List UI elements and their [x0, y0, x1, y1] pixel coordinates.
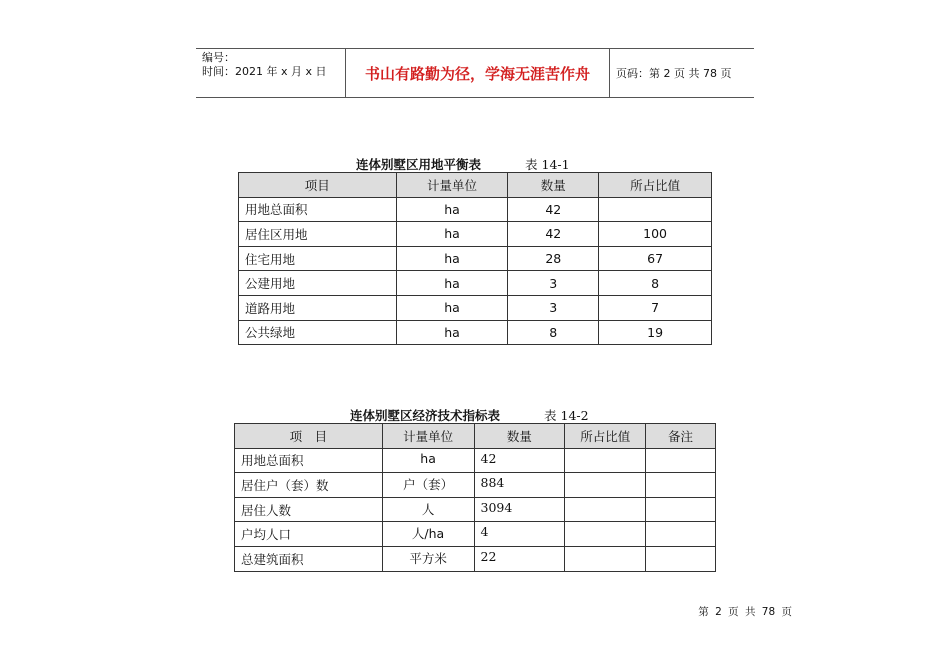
unit-cell: 人: [382, 497, 474, 522]
quantity-cell: 884: [474, 473, 565, 498]
quantity-cell: 42: [508, 197, 599, 222]
remark-cell: [646, 522, 716, 547]
ratio-cell: 7: [599, 295, 712, 320]
column-header: 备注: [646, 424, 716, 449]
table-row: [239, 222, 712, 247]
quantity-cell: 8: [508, 320, 599, 345]
column-header: 项 目: [235, 424, 383, 449]
unit-cell: 人/ha: [382, 522, 474, 547]
unit-cell: ha: [396, 246, 508, 271]
header-motto: 书山有路勤为径，学海无涯苦作舟: [346, 49, 610, 97]
header-page-label: 页码：第 2 页 共 78 页: [616, 67, 732, 80]
ratio-cell: 67: [599, 246, 712, 271]
table-row: [239, 197, 712, 222]
column-header: 所占比值: [565, 424, 646, 449]
item-cell: 住宅用地: [239, 246, 397, 271]
unit-cell: ha: [396, 197, 508, 222]
table-row: [235, 497, 716, 522]
table2-title: 连体别墅区经济技术指标表: [350, 408, 501, 423]
ratio-cell: 19: [599, 320, 712, 345]
column-header: 所占比值: [599, 173, 712, 198]
economic-indicator-table: [234, 423, 716, 572]
unit-cell: 户（套）: [382, 473, 474, 498]
quantity-cell: 42: [474, 448, 565, 473]
table1-title: 连体别墅区用地平衡表: [356, 157, 482, 172]
table2-number: 表 14-2: [544, 408, 589, 423]
unit-cell: ha: [396, 295, 508, 320]
table-row: [235, 522, 716, 547]
remark-cell: [646, 497, 716, 522]
item-cell: 用地总面积: [235, 448, 383, 473]
quantity-cell: 42: [508, 222, 599, 247]
table-row: [235, 448, 716, 473]
quantity-cell: 3: [508, 295, 599, 320]
column-header: 计量单位: [382, 424, 474, 449]
unit-cell: ha: [382, 448, 474, 473]
table-row: [239, 320, 712, 345]
ratio-cell: [565, 473, 646, 498]
table1-number: 表 14-1: [525, 157, 570, 172]
table-row: [235, 546, 716, 571]
quantity-cell: 4: [474, 522, 565, 547]
number-label: 编号：: [202, 51, 235, 64]
item-cell: 户均人口: [235, 522, 383, 547]
item-cell: 用地总面积: [239, 197, 397, 222]
quantity-cell: 3094: [474, 497, 565, 522]
table1-caption: [356, 155, 570, 173]
item-cell: 公共绿地: [239, 320, 397, 345]
header-meta: [196, 49, 346, 97]
column-header: 项目: [239, 173, 397, 198]
remark-cell: [646, 473, 716, 498]
unit-cell: ha: [396, 222, 508, 247]
table-header-row: [235, 424, 716, 449]
column-header: 数量: [474, 424, 565, 449]
land-balance-table: [238, 172, 712, 345]
table-row: [239, 271, 712, 296]
item-cell: 居住人数: [235, 497, 383, 522]
column-header: 数量: [508, 173, 599, 198]
quantity-cell: 3: [508, 271, 599, 296]
ratio-cell: [565, 497, 646, 522]
page-footer: 第 2 页 共 78 页: [698, 606, 792, 618]
ratio-cell: [565, 546, 646, 571]
unit-cell: 平方米: [382, 546, 474, 571]
item-cell: 居住户（套）数: [235, 473, 383, 498]
ratio-cell: [565, 448, 646, 473]
ratio-cell: [599, 197, 712, 222]
unit-cell: ha: [396, 271, 508, 296]
table-row: [235, 473, 716, 498]
table-row: [239, 295, 712, 320]
item-cell: 总建筑面积: [235, 546, 383, 571]
unit-cell: ha: [396, 320, 508, 345]
table-row: [239, 246, 712, 271]
item-cell: 公建用地: [239, 271, 397, 296]
remark-cell: [646, 546, 716, 571]
table2-caption: [350, 406, 589, 424]
quantity-cell: 22: [474, 546, 565, 571]
item-cell: 道路用地: [239, 295, 397, 320]
column-header: 计量单位: [396, 173, 508, 198]
ratio-cell: 8: [599, 271, 712, 296]
table-header-row: [239, 173, 712, 198]
quantity-cell: 28: [508, 246, 599, 271]
time-label: 时间：2021 年 x 月 x 日: [202, 65, 327, 78]
remark-cell: [646, 448, 716, 473]
ratio-cell: [565, 522, 646, 547]
ratio-cell: 100: [599, 222, 712, 247]
page-header: [196, 48, 754, 98]
item-cell: 居住区用地: [239, 222, 397, 247]
